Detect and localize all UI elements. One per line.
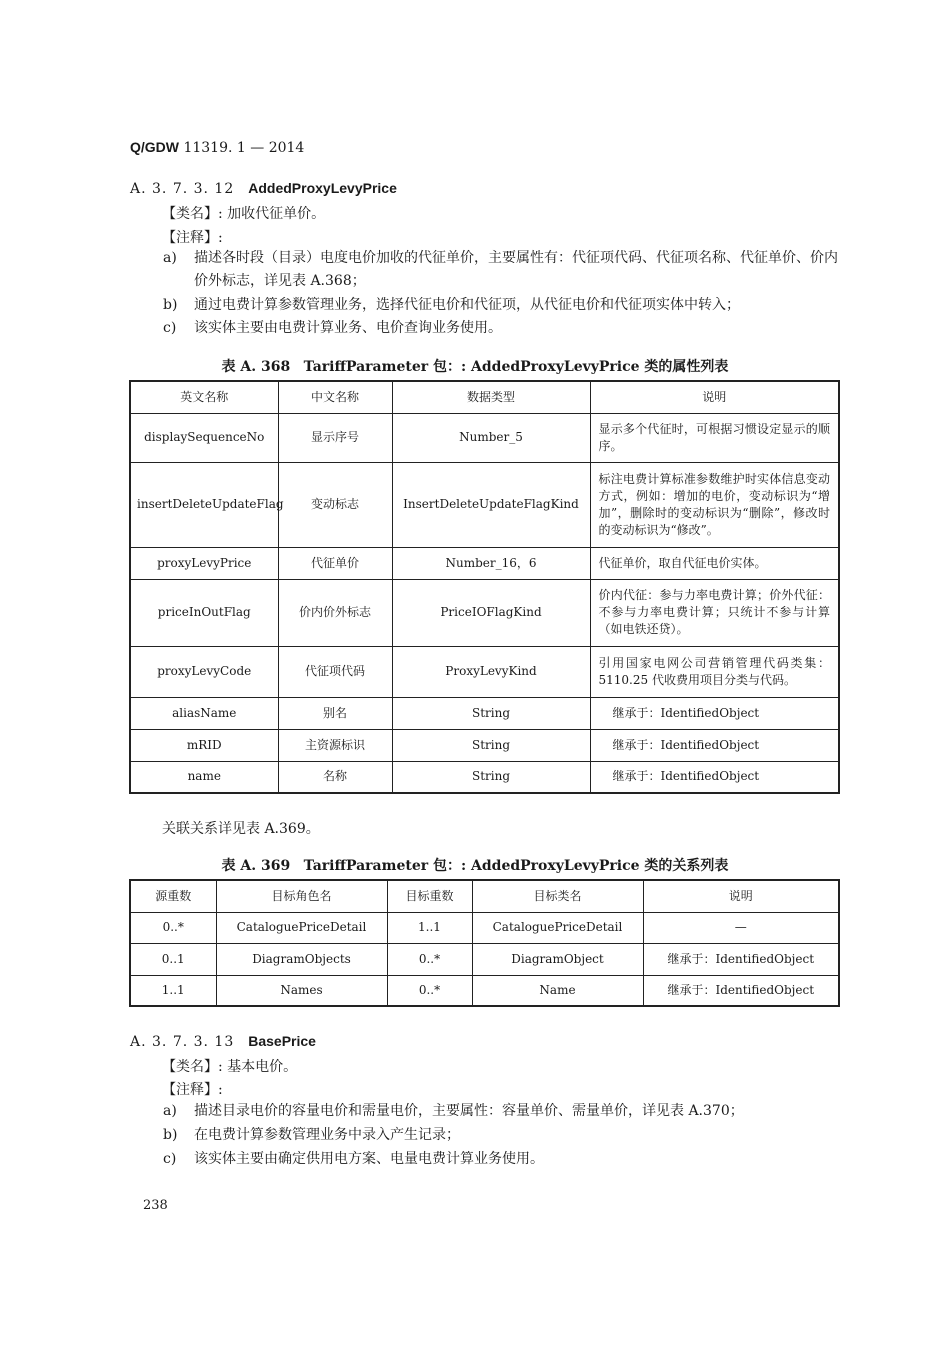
list-item-label: c) <box>163 320 177 336</box>
cell-description: 继承于：IdentifiedObject <box>590 697 839 729</box>
relation-table <box>129 879 840 1007</box>
cell-target-multiplicity: 1..1 <box>387 912 472 943</box>
cell-data-type: ProxyLevyKind <box>392 646 590 697</box>
column-header: 目标类名 <box>472 880 643 912</box>
standard-code <box>130 139 304 156</box>
standard-number: 11319. 1 — 2014 <box>183 140 305 156</box>
list-item-text: 描述目录电价的容量电价和需量电价，主要属性：容量单价、需量单价，详见表 A.370； <box>194 1103 744 1119</box>
cell-description: 显示多个代征时，可根据习惯设定显示的顺序。 <box>590 413 839 462</box>
column-header: 目标重数 <box>387 880 472 912</box>
cell-english-name: proxyLevyCode <box>130 646 278 697</box>
table-row <box>130 579 839 646</box>
list-item-text: 该实体主要由确定供用电方案、电量电费计算业务使用。 <box>194 1151 544 1167</box>
cell-chinese-name: 代征单价 <box>278 547 392 579</box>
table-row <box>130 462 839 547</box>
column-header: 目标角色名 <box>216 880 387 912</box>
cell-description: 引用国家电网公司营销管理代码类集：5110.25 代收费用项目分类与代码。 <box>590 646 839 697</box>
table-caption-text: TariffParameter 包：: AddedProxyLevyPrice 类的关系列表 <box>303 858 729 874</box>
cell-chinese-name: 别名 <box>278 697 392 729</box>
cell-chinese-name: 名称 <box>278 761 392 793</box>
table-caption <box>0 855 950 875</box>
cell-chinese-name: 显示序号 <box>278 413 392 462</box>
table-row <box>130 975 839 1006</box>
cell-data-type: PriceIOFlagKind <box>392 579 590 646</box>
class-name-line: 【类名】: 基本电价。 <box>162 1059 298 1075</box>
column-header: 中文名称 <box>278 381 392 413</box>
cell-english-name: insertDeleteUpdateFlag <box>130 462 278 547</box>
list-item-text: 该实体主要由电费计算业务、电价查询业务使用。 <box>194 320 502 336</box>
list-item-label: a) <box>163 250 177 266</box>
section-heading-2 <box>130 1033 316 1050</box>
cell-description: — <box>643 912 839 943</box>
cell-description: 价内代征：参与力率电费计算；价外代征：不参与力率电费计算；只统计不参与计算（如电铁还贷）。 <box>590 579 839 646</box>
table-row <box>130 912 839 943</box>
cell-description: 继承于：IdentifiedObject <box>590 729 839 761</box>
column-header: 源重数 <box>130 880 216 912</box>
list-item-text: 通过电费计算参数管理业务，选择代征电价和代征项，从代征电价和代征项实体中转入； <box>194 297 740 313</box>
cell-english-name: name <box>130 761 278 793</box>
section-title: AddedProxyLevyPrice <box>248 180 397 196</box>
cell-english-name: priceInOutFlag <box>130 579 278 646</box>
attribute-table <box>129 380 840 794</box>
cell-source-multiplicity: 0..1 <box>130 943 216 975</box>
section-number: A. 3. 7. 3. 12 <box>130 181 235 197</box>
list-item-text: 描述各时段（目录）电度电价加收的代征单价，主要属性有：代征项代码、代征项名称、代征单价、价内价外标志，详见表 A.368； <box>194 250 838 289</box>
cell-data-type: String <box>392 697 590 729</box>
table-row <box>130 646 839 697</box>
cell-data-type: Number_5 <box>392 413 590 462</box>
notes-label: 【注释】: <box>162 230 223 246</box>
cell-english-name: aliasName <box>130 697 278 729</box>
column-header: 说明 <box>590 381 839 413</box>
table-row <box>130 943 839 975</box>
list-item-text: 在电费计算参数管理业务中录入产生记录； <box>194 1127 460 1143</box>
cell-target-role: DiagramObjects <box>216 943 387 975</box>
table-row <box>130 413 839 462</box>
list-item-label: b) <box>163 1127 178 1143</box>
cell-description: 继承于：IdentifiedObject <box>643 943 839 975</box>
cell-description: 代征单价，取自代征电价实体。 <box>590 547 839 579</box>
cell-target-multiplicity: 0..* <box>387 943 472 975</box>
column-header: 数据类型 <box>392 381 590 413</box>
section-title: BasePrice <box>248 1033 316 1049</box>
table-caption-text: TariffParameter 包：: AddedProxyLevyPrice 类的属性列表 <box>303 359 729 375</box>
relation-note: 关联关系详见表 A.369。 <box>162 821 320 837</box>
table-row <box>130 547 839 579</box>
notes-label: 【注释】: <box>162 1082 223 1098</box>
table-caption <box>0 356 950 376</box>
list-item-label: c) <box>163 1151 177 1167</box>
table-row <box>130 761 839 793</box>
column-header: 英文名称 <box>130 381 278 413</box>
cell-chinese-name: 价内价外标志 <box>278 579 392 646</box>
cell-data-type: String <box>392 761 590 793</box>
cell-english-name: displaySequenceNo <box>130 413 278 462</box>
column-header: 说明 <box>643 880 839 912</box>
list-item-label: b) <box>163 297 178 313</box>
table-header-row <box>130 880 839 912</box>
cell-target-role: CataloguePriceDetail <box>216 912 387 943</box>
cell-chinese-name: 代征项代码 <box>278 646 392 697</box>
cell-source-multiplicity: 0..* <box>130 912 216 943</box>
table-caption-label: 表 A. 369 <box>221 858 291 874</box>
cell-source-multiplicity: 1..1 <box>130 975 216 1006</box>
cell-english-name: proxyLevyPrice <box>130 547 278 579</box>
table-row <box>130 697 839 729</box>
cell-description: 继承于：IdentifiedObject <box>590 761 839 793</box>
cell-data-type: Number_16，6 <box>392 547 590 579</box>
table-caption-label: 表 A. 368 <box>221 359 291 375</box>
cell-target-class: DiagramObject <box>472 943 643 975</box>
table-row <box>130 729 839 761</box>
cell-target-multiplicity: 0..* <box>387 975 472 1006</box>
cell-english-name: mRID <box>130 729 278 761</box>
cell-target-role: Names <box>216 975 387 1006</box>
cell-data-type: InsertDeleteUpdateFlagKind <box>392 462 590 547</box>
section-heading-1 <box>130 180 397 197</box>
cell-description: 继承于：IdentifiedObject <box>643 975 839 1006</box>
cell-target-class: CataloguePriceDetail <box>472 912 643 943</box>
cell-target-class: Name <box>472 975 643 1006</box>
section-number: A. 3. 7. 3. 13 <box>130 1034 235 1050</box>
standard-prefix: Q/GDW <box>130 139 179 155</box>
cell-chinese-name: 变动标志 <box>278 462 392 547</box>
table-header-row <box>130 381 839 413</box>
page-number: 238 <box>143 1198 168 1213</box>
list-item-label: a) <box>163 1103 177 1119</box>
cell-chinese-name: 主资源标识 <box>278 729 392 761</box>
cell-description: 标注电费计算标准参数维护时实体信息变动方式，例如：增加的电价，变动标识为“增加”，删除时的变动标识为“删除”，修改时的变动标识为“修改”。 <box>590 462 839 547</box>
cell-data-type: String <box>392 729 590 761</box>
class-name-line: 【类名】: 加收代征单价。 <box>162 206 326 222</box>
